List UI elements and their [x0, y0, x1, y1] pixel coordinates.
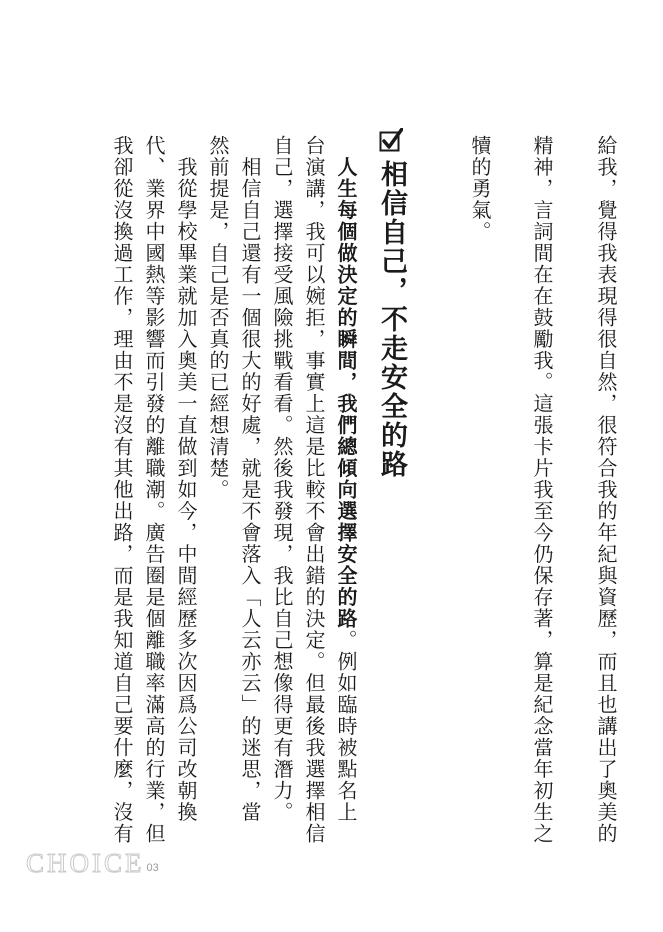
page-number: 03: [146, 862, 159, 874]
para2-line-2: 然前提是，自己是否真的已經想清楚。: [206, 135, 230, 501]
para1-bold-phrase: 人生每個做決定的瞬間，我們總傾向選擇安全的路: [334, 156, 358, 630]
para1-rest: 。例如臨時被點名上: [334, 629, 358, 823]
para2-line-1: 相信自己還有一個很大的好處，就是不會落入「人云亦云」的迷思，當: [238, 135, 262, 823]
text-column-2: 精神，言詞間在在鼓勵我。這張卡片我至今仍保存著，算是紀念當年初生之: [530, 135, 554, 845]
para1-line-1: [336, 135, 356, 823]
section-heading: [378, 128, 405, 479]
footer-brand: CHOICE: [26, 848, 145, 878]
para3-line-1: 我從學校畢業就加入奧美一直做到如今，中間經歷多次因爲公司改朝換: [174, 135, 198, 823]
text-column-3: 犢的勇氣。: [468, 135, 492, 243]
page-footer: [26, 850, 159, 877]
para1-line-3: 自己，選擇接受風險挑戰看看。然後我發現，我比自己想像得更有潛力。: [270, 135, 294, 823]
section-heading-text: 相信自己，不走安全的路: [376, 160, 407, 479]
para1-line-2: 台演講，我可以婉拒，事實上這是比較不會出錯的決定。但最後我選擇相信: [302, 135, 326, 845]
checkbox-check-icon: [379, 128, 403, 152]
text-column-1: 給我，覺得我表現得很自然，很符合我的年紀與資歷，而且也講出了奧美的: [594, 135, 618, 845]
para3-line-3: 我卻從沒換過工作，理由不是沒有其他出路，而是我知道自己要什麼，沒有: [110, 135, 134, 845]
para3-line-2: 代、業界中國熱等影響而引發的離職潮。廣告圈是個離職率滿高的行業，但: [142, 135, 166, 845]
